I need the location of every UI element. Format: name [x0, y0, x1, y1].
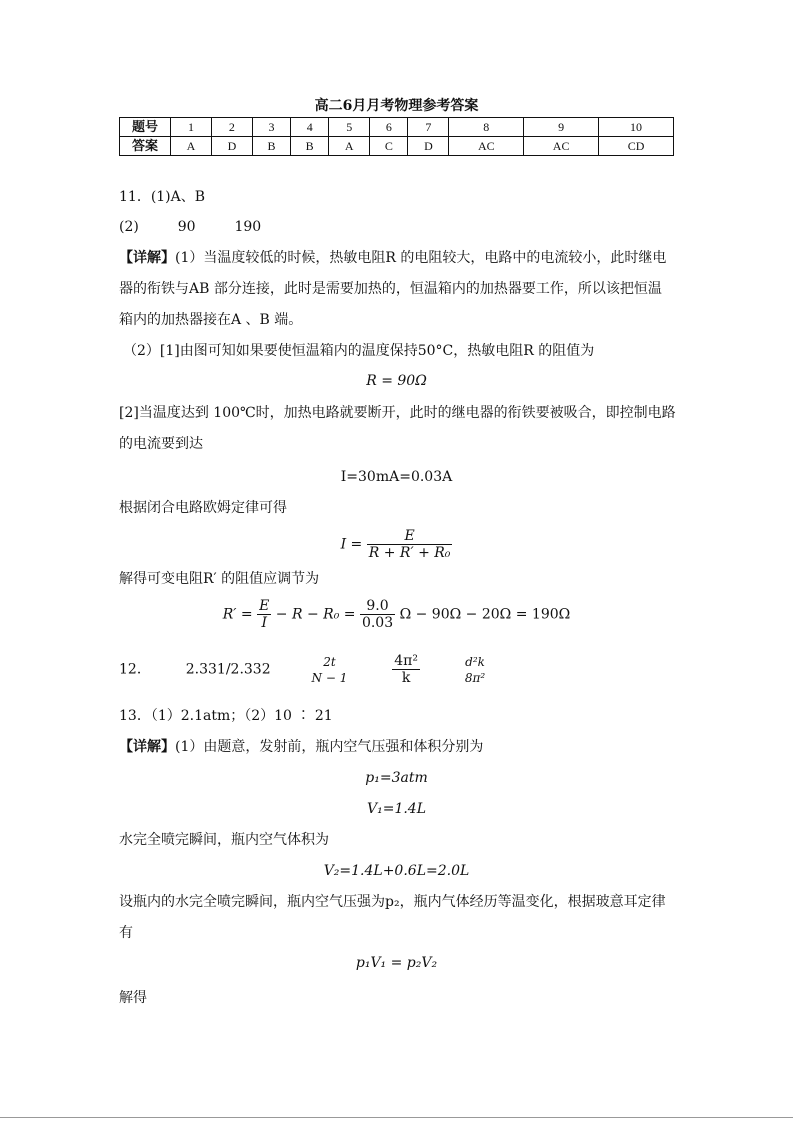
- q13-p2: 水完全喷完瞬间，瓶内空气体积为: [119, 832, 329, 848]
- page-bottom-divider: [0, 1117, 793, 1118]
- q11-eq4-b: − R − R₀ =: [275, 606, 356, 623]
- table-cell: AC: [449, 137, 524, 156]
- q12-line: [119, 653, 487, 686]
- q13-eq4-text: p₁V₁ = p₂V₂: [355, 955, 438, 971]
- q11-answer-line2: [119, 217, 261, 237]
- table-cell: B: [252, 137, 290, 156]
- fraction-denominator: 0.03: [361, 615, 394, 631]
- q11-part2-label: (2): [119, 219, 139, 235]
- q12-fraction3: [463, 654, 487, 686]
- table-cell: CD: [599, 137, 674, 156]
- fraction-denominator: I: [261, 615, 267, 631]
- table-cell: D: [408, 137, 449, 156]
- q11-answer-line1: 11．(1)A、B: [119, 189, 206, 205]
- q13-p1: (1）由题意，发射前，瓶内空气压强和体积分别为: [175, 739, 484, 755]
- q11-eq3-lhs: I =: [340, 536, 363, 553]
- table-cell: B: [291, 137, 329, 156]
- table-cell: A: [171, 137, 212, 156]
- fraction-denominator: N − 1: [311, 670, 348, 685]
- q11-eq1-text: R = 90Ω: [366, 373, 427, 389]
- q11-eq4-fraction2: [360, 598, 395, 631]
- q13-p3-l1: 设瓶内的水完全喷完瞬间，瓶内空气压强为p₂，瓶内气体经历等温变化，根据玻意耳定律: [119, 894, 666, 910]
- q13-eq3-text: V₂=1.4L+0.6L=2.0L: [323, 863, 470, 879]
- q11-value-b: 190: [234, 219, 262, 235]
- q11-p1-l2: 器的衔铁与AB 部分连接，此时是需要加热的，恒温箱内的加热器要工作，所以该把恒温: [119, 281, 662, 297]
- q11-p3-l2: 的电流要到达: [119, 436, 203, 452]
- table-row: [120, 137, 674, 156]
- q13-detail-line1: [119, 737, 483, 757]
- q13-eq2: [0, 799, 793, 819]
- q11-eq3: [0, 528, 793, 561]
- table-cell: 7: [408, 118, 449, 137]
- table-row: [120, 118, 674, 137]
- q12-value1: 2.331/2.332: [185, 661, 271, 678]
- fraction-numerator: 9.0: [360, 598, 395, 615]
- q11-eq4-fraction1: [257, 598, 271, 631]
- table-cell: 10: [599, 118, 674, 137]
- detail-tag: 【详解】: [119, 739, 175, 755]
- q13-p4: 解得: [119, 990, 147, 1006]
- table-cell: 1: [171, 118, 212, 137]
- fraction-numerator: 2t: [323, 654, 336, 669]
- detail-tag: 【详解】: [119, 250, 175, 266]
- q11-p5: 解得可变电阻R′ 的阻值应调节为: [119, 571, 320, 587]
- table-cell: 2: [211, 118, 252, 137]
- table-cell: 5: [329, 118, 370, 137]
- q13-p3-l2: 有: [119, 925, 133, 941]
- fraction-numerator: E: [367, 528, 453, 545]
- q13-eq4: [0, 953, 793, 973]
- q11-p4: 根据闭合电路欧姆定律可得: [119, 500, 287, 516]
- fraction-numerator: E: [259, 598, 270, 614]
- table-cell: 3: [252, 118, 290, 137]
- table-cell: AC: [524, 137, 599, 156]
- q11-eq4-c: Ω − 90Ω − 20Ω = 190Ω: [399, 606, 571, 623]
- page-title: 高二6月月考物理参考答案: [314, 98, 479, 114]
- table-cell: D: [211, 137, 252, 156]
- q11-eq2: I=30mA=0.03A: [340, 469, 453, 485]
- q11-eq3-fraction: [367, 528, 453, 561]
- q12-label: 12．: [119, 661, 151, 678]
- q13-eq1-text: p₁=3atm: [365, 770, 428, 786]
- fraction-numerator: 4π²: [394, 653, 418, 669]
- q11-p3-l1: [2]当温度达到 100℃时，加热电路就要断开，此时的继电器的衔铁要被吸合，即控制电路: [119, 405, 676, 421]
- fraction-denominator: 8π²: [464, 670, 486, 685]
- table-cell: 8: [449, 118, 524, 137]
- q11-p1-l3: 箱内的加热器接在A 、B 端。: [119, 312, 303, 328]
- table-cell: 9: [524, 118, 599, 137]
- q11-eq4: [0, 598, 793, 631]
- q11-detail-line1: [119, 248, 666, 268]
- fraction-denominator: R + R′ + R₀: [368, 545, 451, 561]
- q12-fraction2: [392, 653, 420, 686]
- table-cell: A: [329, 137, 370, 156]
- fraction-denominator: k: [401, 670, 411, 686]
- q11-eq1: [0, 371, 793, 391]
- q12-fraction1: [310, 654, 350, 686]
- q13-eq2-text: V₁=1.4L: [366, 801, 426, 817]
- q11-p2: （2）[1]由图可知如果要使恒温箱内的温度保持50°C，热敏电阻R 的阻值为: [123, 343, 595, 359]
- table-header-answer: 答案: [120, 137, 171, 156]
- q11-eq4-a: R′ =: [222, 606, 253, 623]
- q13-eq1: [0, 768, 793, 788]
- q11-p1-l1: (1）当温度较低的时候，热敏电阻R 的电阻较大，电路中的电流较小，此时继电: [175, 250, 667, 266]
- table-header-number: 题号: [120, 118, 171, 137]
- fraction-numerator: d²k: [465, 654, 485, 669]
- table-cell: 4: [291, 118, 329, 137]
- q13-eq3: [0, 861, 793, 881]
- q13-answer-line1: 13．（1）2.1atm；（2）10 ∶ 21: [119, 708, 333, 724]
- table-cell: 6: [370, 118, 408, 137]
- q11-value-a: 90: [177, 219, 196, 235]
- answer-table: [119, 117, 674, 156]
- table-cell: C: [370, 137, 408, 156]
